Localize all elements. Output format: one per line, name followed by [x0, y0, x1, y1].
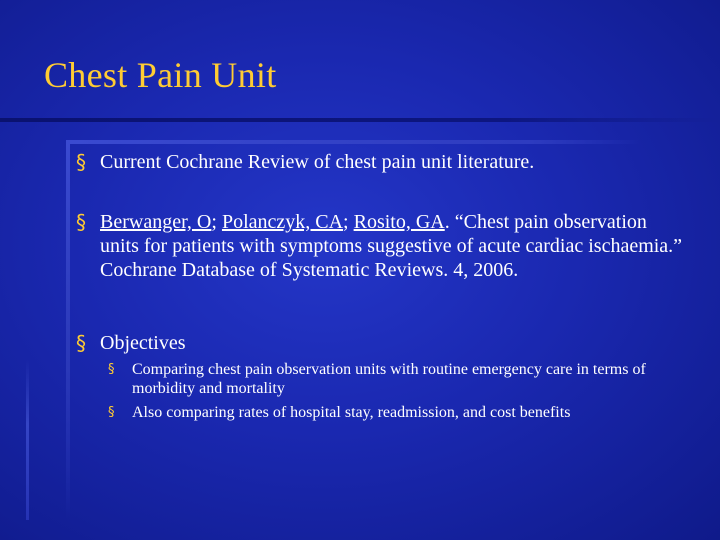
citation-text: . “Chest pain observation units for patients with symptoms suggestive of acute cardiac ischaemia.” Cochrane Database of Systematic Reviews. 4, 2006. [100, 211, 683, 281]
bullet-icon: § [76, 210, 86, 234]
bullet-icon: § [76, 150, 86, 174]
citation-separator: ; [211, 211, 222, 233]
author-link-berwanger[interactable]: Berwanger, O [100, 211, 212, 233]
decorative-vertical-bar [66, 140, 70, 520]
bullet-objectives: Objectives [100, 332, 186, 354]
slide-title: Chest Pain Unit [44, 55, 277, 95]
bullet-icon: § [76, 331, 86, 355]
sub-bullet-hospital-stay: Also comparing rates of hospital stay, readmission, and cost benefits [132, 404, 571, 421]
sub-bullet-icon: § [108, 362, 115, 377]
sub-bullet-icon: § [108, 405, 115, 420]
author-link-rosito[interactable]: Rosito, GA [353, 211, 445, 233]
bullet-cochrane-review: Current Cochrane Review of chest pain unit literature. [100, 151, 535, 173]
sub-bullet-morbidity: Comparing chest pain observation units with routine emergency care in terms of morbidity and mortality [132, 361, 646, 397]
author-link-polanczyk[interactable]: Polanczyk, CA [221, 211, 344, 233]
decorative-left-bar [26, 360, 29, 520]
decorative-horizontal-bar [66, 140, 641, 144]
bullet-citation [100, 210, 690, 282]
title-underline [0, 118, 720, 122]
citation-separator: ; [343, 211, 354, 233]
